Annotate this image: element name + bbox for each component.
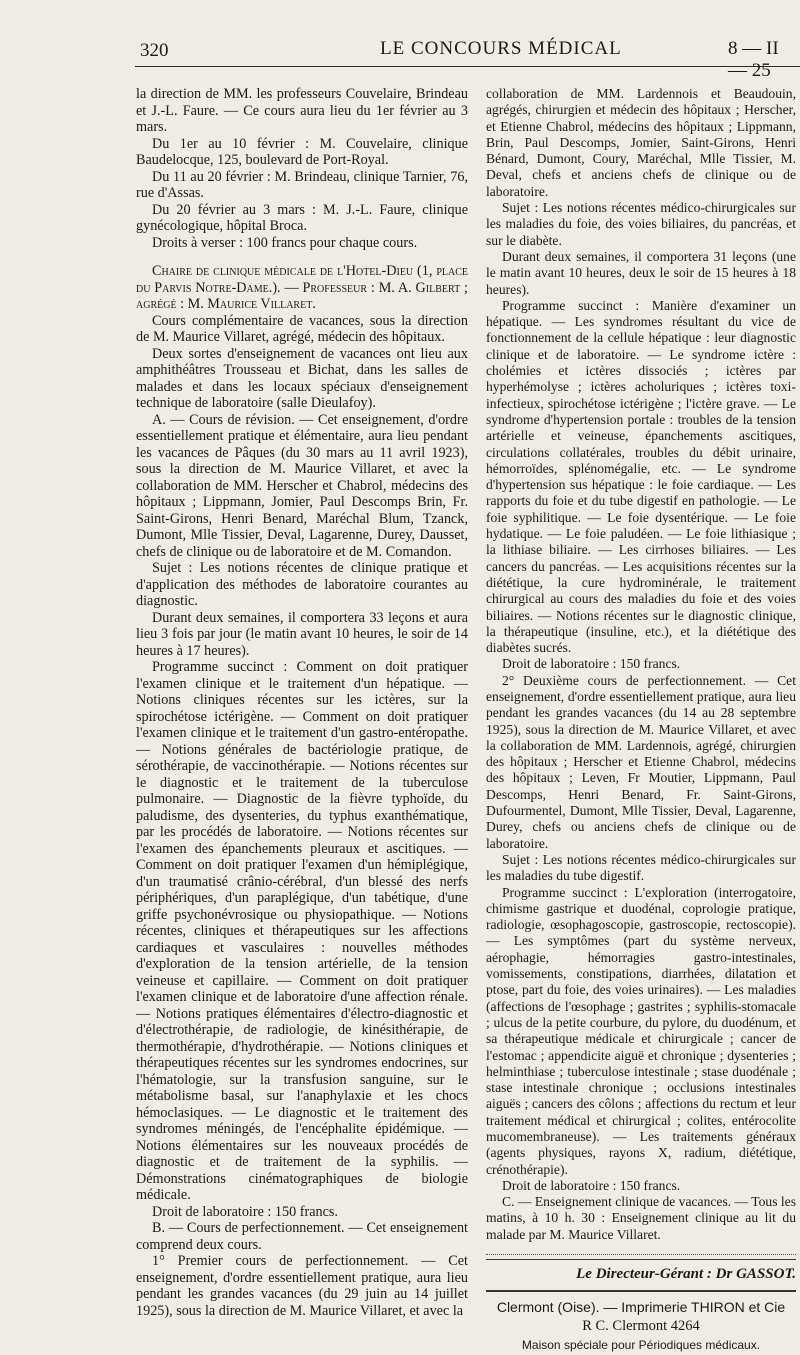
paragraph: Deux sortes d'enseignement de vacances ont lieu aux amphithéâtres Trousseau et Bichat, dans les salles de malades et dans les locaux spéciaux d'enseignement technique de laboratoire (salle Dieulafoy). bbox=[136, 345, 468, 411]
paragraph: Du 20 février au 3 mars : M. J.-L. Faure, clinique gynécologique, hôpital Broca. bbox=[136, 201, 468, 234]
paragraph: Sujet : Les notions récentes de clinique pratique et d'application des méthodes de laboratoire courantes au diagnostic. bbox=[136, 560, 468, 609]
paragraph: collaboration de MM. Lardennois et Beaudouin, agrégés, chirurgien et médecin des hôpitaux ; Herscher, et Etienne Chabrol, médecins des hôpitaux ; Lippmann, Brin, Paul Descomps, Jomier, Saint-Girons, Henri Bénard, Dumont, Coury, Maréchal, Mlle Tissier, M. Deval, chefs et anciens chefs de clinique ou de laboratoire. bbox=[486, 86, 796, 199]
director-signature: Le Directeur-Gérant : Dr GASSOT. bbox=[486, 1259, 796, 1282]
printer-line: Maison spéciale pour Périodiques médicaux. bbox=[521, 1338, 761, 1353]
journal-title: LE CONCOURS MÉDICAL bbox=[380, 38, 622, 59]
paragraph: Droit de laboratoire : 150 francs. bbox=[502, 656, 681, 672]
page-number: 320 bbox=[140, 40, 169, 61]
paragraph: Sujet : Les notions récentes médico-chirurgicales sur les maladies du tube digestif. bbox=[486, 851, 796, 884]
paragraph: Du 1er au 10 février : M. Couvelaire, clinique Baudelocque, 125, boulevard de Port-Royal. bbox=[136, 135, 468, 168]
printer-line: Clermont (Oise). — Imprimerie THIRON et Cie bbox=[496, 1299, 786, 1316]
paragraph: C. — Enseignement clinique de vacances. — Tous les matins, à 10 h. 30 : Enseignement clinique au lit du malade par M. Maurice Villaret. bbox=[486, 1194, 797, 1242]
paragraph: 1° Premier cours de perfectionnement. — Cet enseignement, d'ordre essentiellement pratique, aura lieu pendant les grandes vacances (du 29 juin au 14 juillet 1925), sous la direction de M. Maurice Villaret, et avec la bbox=[136, 1253, 468, 1319]
ornamental-rule bbox=[486, 1247, 796, 1255]
paragraph: Du 11 au 20 février : M. Brindeau, clinique Tarnier, 76, rue d'Assas. bbox=[136, 168, 468, 201]
issue-date: 8 — II — 25 bbox=[728, 38, 779, 81]
page-header bbox=[0, 0, 800, 81]
paragraph: Programme succinct : Manière d'examiner un hépatique. — Les syndromes résultant du vice de fonctionnement de la cellule hépatique : leur diagnostic clinique et de laboratoire. — Le syndrome ictère : cholémies et ictères dissociés ; ictères par hyperhémolyse ; ictères acholuriques ; ictères toxi-infectieux, spirochétose ictérigène ; l'ictère grave. — Le syndrome d'hypertension portale : troubles de la tension artérielle et veineuse, épanchements ascitiques, circulations collatérales, troubles du débit urinaire, hémorroïdes, splénomégalie, etc. — Le syndrome d'hypertension sus hépatique : le foie cardiaque. — Les rapports du foie et du tube digestif en pathologie. — Le foie syphilitique. — Le foie dysentérique. — Le foie hydatique. — Le foie paludéen. — Le foie lithiasique ; la lithiase biliaire. — Les cirrhoses biliaires. — Les cancers du pancréas. — Les acquisitions récentes sur la diététique, la cure hydrominérale, le traitement chirurgical au cours des maladies du foie et des voies biliaires. — Notions récentes sur le diagnostic clinique, la thérapeutique (insuline, etc.), et la diététique des diabètes sucrés. bbox=[486, 297, 796, 656]
paragraph: Droits à verser : 100 francs pour chaque cours. bbox=[152, 234, 418, 251]
paragraph: Cours complémentaire de vacances, sous la direction de M. Maurice Villaret, agrégé, médecin des hôpitaux. bbox=[136, 312, 468, 345]
paragraph: Sujet : Les notions récentes médico-chirurgicales sur les maladies du foie, des voies biliaires, du pancréas, et sur le diabète. bbox=[486, 200, 796, 248]
paragraph: Durant deux semaines, il comportera 31 leçons (une le matin avant 10 heures, deux le soir de 15 heures à 18 heures). bbox=[486, 248, 796, 297]
paragraph: Droit de laboratoire : 150 francs. bbox=[502, 1177, 681, 1193]
paragraph: A. — Cours de révision. — Cet enseignement, d'ordre essentiellement pratique et élémentaire, aura lieu pendant les vacances de Pâques (du 30 mars au 11 avril 1923), sous la direction de M. Maurice Villaret, et avec la collaboration de MM. Herscher et Chabrol, médecins des hôpitaux ; Lippmann, Jomier, Paul Descomps Brin, Fr. Saint-Girons, Henri Benard, Maréchal Blum, Tzanck, Dumont, Mlle Tissier, Deval, Lagarenne, Durey, Dausset, chefs de clinique ou de laboratoire et de M. Comandon. bbox=[136, 411, 468, 560]
left-column bbox=[136, 86, 468, 1319]
right-column bbox=[486, 86, 796, 1355]
paragraph: Durant deux semaines, il comportera 33 leçons et aura lieu 3 fois par jour (le matin avant 10 heures, le soir de 14 heures à 17 heures). bbox=[136, 609, 468, 659]
header-rule bbox=[135, 66, 800, 67]
printer-imprint bbox=[486, 1290, 796, 1355]
paragraph: Droit de laboratoire : 150 francs. bbox=[152, 1203, 338, 1220]
paragraph: la direction de MM. les professeurs Couvelaire, Brindeau et J.-L. Faure. — Ce cours aura lieu du 1er février au 3 mars. bbox=[136, 86, 468, 135]
paragraph: 2° Deuxième cours de perfectionnement. — Cet enseignement, d'ordre essentiellement pratique, aura lieu pendant les grandes vacances (du 14 au 28 septembre 1925), sous la direction de M. Maurice Villaret, et avec la collaboration de MM. Lardennois, agrégé, chirurgien des hôpitaux ; Herscher et Etienne Chabrol, médecins des hôpitaux ; Leven, Fr Moutier, Lippmann, Paul Descomps, Henri Benard, Fr. Saint-Girons, Dufourmentel, Dumont, Mlle Tissier, Deval, Lagarenne, Durey, chefs ou anciens chefs de clinique ou de laboratoire. bbox=[486, 672, 796, 851]
printer-line: R C. Clermont 4264 bbox=[582, 1318, 700, 1335]
paragraph: Programme succinct : L'exploration (interrogatoire, chimisme gastrique et duodénal, coprologie pratique, radiologie, œsophagoscopie, gastroscopie, rectoscopie). — Les symptômes (part du système nerveux, aérophagie, hémorragies gastro-intestinales, vomissements, constipations, diarrhées, dilatation et ptose, part du foie, des voies urinaires). — Les maladies (affections de l'œsophage ; gastrites ; syphilis-stomacale ; ulcus de la petite courbure, du pylore, du duodénum, et sa thérapeutique médicale et chirurgicale ; cancer de l'estomac ; appendicite aiguë et chronique ; dysenteries ; helminthiase ; tuberculose intestinale ; stase duodénale ; stase intestinale chronique ; occlusions intestinales aiguës ; cancers des côlons ; affections du rectum et leur traitement médical et chirurgical ; colites, entérocolite mucomembraneuse). — Les traitements généraux (agents physiques, rayons X, radium, diététique, crénothérapie). bbox=[486, 884, 796, 1177]
paragraph: B. — Cours de perfectionnement. — Cet enseignement comprend deux cours. bbox=[136, 1220, 468, 1253]
paragraph: Programme succinct : Comment on doit pratiquer l'examen clinique et le traitement d'un hépatique. — Notions cliniques récentes sur les ictères, sur la spirochétose ictérigène. — Comment on doit pratiquer l'examen clinique et le traitement d'un gastro-entéropathe. — Notions générales de bactériologie pratique, de sérothérapie, de vaccinothérapie. — Notions récentes sur le diagnostic et le traitement de la tuberculose pulmonaire. — Diagnostic de la fièvre typhoïde, du paludisme, des dysenteries, du typhus exanthématique, par les procédés de laboratoire. — Notions récentes sur l'examen des épanchements pleuraux et ascitiques. — Comment on doit pratiquer l'examen d'un hémiplégique, d'un traumatisé crânio-cérébral, d'un blessé des nerfs périphériques, d'un paraplégique, d'un tabétique, d'une griffe psychonévrosique ou physiopathique. — Notions récentes, cliniques et thérapeutiques sur les affections cardiaques et vasculaires : nouvelles méthodes d'exploration de la tension artérielle, de la tension veineuse et capillaire. — Comment on doit pratiquer l'examen clinique et de laboratoire d'une affection rénale. — Notions pratiques élémentaires d'électro-diagnostic et d'électrothérapie, de radiologie, de kinésithérapie, de thermothérapie, d'hydrothérapie. — Notions cliniques et thérapeutiques récentes sur les syndromes endocrines, sur l'hématologie, sur la transfusion sanguine, sur le métabolisme basal, sur l'anaphylaxie et les chocs hémoclasiques. — Le diagnostic et le traitement des syndromes méningés, de l'encéphalite épidémique. — Notions élémentaires sur les nouveaux procédés de diagnostic et de traitement de la syphilis. — Démonstrations cinématographiques de biologie médicale. bbox=[136, 659, 468, 1203]
section-heading: Chaire de clinique médicale de l'Hotel-Dieu (1, place du Parvis Notre-Dame.). — Professeur : M. A. Gilbert ; agrégé : M. Maurice Villaret. bbox=[136, 263, 468, 312]
